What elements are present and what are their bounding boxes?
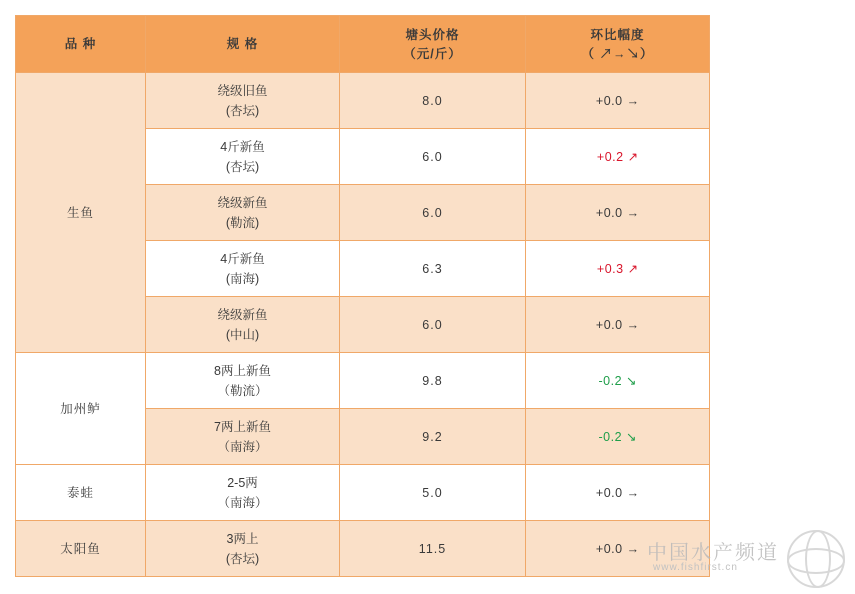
species-cell: 泰蛙 bbox=[16, 465, 146, 521]
change-cell bbox=[526, 353, 710, 409]
spec-origin: (勒流) bbox=[225, 215, 260, 230]
spec-main: 8两上新鱼 bbox=[214, 363, 271, 378]
trend-arrow-icon: → bbox=[626, 93, 640, 108]
spec-origin: (南海) bbox=[225, 271, 260, 286]
watermark-url: www.fishfirst.cn bbox=[653, 562, 738, 573]
price-cell: 6.3 bbox=[340, 241, 526, 297]
price-cell: 6.0 bbox=[340, 297, 526, 353]
change-value: +0.0 bbox=[595, 485, 623, 500]
change-value: +0.0 bbox=[595, 205, 623, 220]
change-value: -0.2 bbox=[598, 429, 623, 444]
spec-origin: （南海） bbox=[217, 439, 268, 454]
change-value: +0.3 bbox=[596, 261, 624, 276]
price-cell: 9.2 bbox=[340, 409, 526, 465]
spec-main: 2-5两 bbox=[227, 475, 258, 490]
spec-main: 绕级旧鱼 bbox=[217, 83, 268, 98]
spec-main: 4斤新鱼 bbox=[220, 139, 265, 154]
price-cell: 9.8 bbox=[340, 353, 526, 409]
spec-main: 绕级新鱼 bbox=[217, 195, 268, 210]
column-header-price: 塘头价格 （元/斤） bbox=[340, 16, 526, 73]
change-value: +0.0 bbox=[595, 317, 623, 332]
spec-cell bbox=[146, 73, 340, 129]
trend-arrow-icon: ↘ bbox=[626, 373, 637, 388]
table-header bbox=[16, 16, 710, 73]
price-cell: 6.0 bbox=[340, 185, 526, 241]
column-header-change: 环比幅度 （ ↗→↘） bbox=[526, 16, 710, 73]
trend-arrow-icon: → bbox=[626, 541, 640, 556]
change-cell bbox=[526, 185, 710, 241]
price-cell: 8.0 bbox=[340, 73, 526, 129]
table-row bbox=[16, 73, 710, 129]
trend-arrow-icon: ↗ bbox=[627, 261, 639, 276]
spec-cell bbox=[146, 409, 340, 465]
price-cell: 6.0 bbox=[340, 129, 526, 185]
aquatic-price-table bbox=[15, 15, 710, 577]
spec-cell bbox=[146, 465, 340, 521]
spec-cell bbox=[146, 129, 340, 185]
spec-origin: （南海） bbox=[217, 495, 268, 510]
table-row bbox=[16, 353, 710, 409]
change-value: +0.2 bbox=[596, 149, 624, 164]
trend-arrow-icon: → bbox=[626, 205, 640, 220]
trend-arrow-icon: ↘ bbox=[626, 429, 637, 444]
table-body bbox=[16, 73, 710, 577]
spec-main: 3两上 bbox=[226, 531, 259, 546]
spec-origin: (杏坛) bbox=[225, 159, 260, 174]
spec-cell bbox=[146, 185, 340, 241]
change-cell bbox=[526, 409, 710, 465]
watermark-text: 中国水产频道 bbox=[647, 542, 779, 564]
table-header-row bbox=[16, 16, 710, 73]
globe-icon bbox=[787, 530, 845, 588]
spec-origin: (中山) bbox=[225, 327, 260, 342]
species-cell: 太阳鱼 bbox=[16, 521, 146, 577]
spec-origin: (杏坛) bbox=[225, 103, 260, 118]
price-table-container bbox=[15, 15, 709, 577]
change-cell bbox=[526, 73, 710, 129]
table-row bbox=[16, 465, 710, 521]
trend-arrow-icon: ↗ bbox=[627, 149, 639, 164]
change-cell bbox=[526, 465, 710, 521]
column-header-spec: 规 格 bbox=[146, 16, 340, 73]
spec-cell bbox=[146, 521, 340, 577]
column-header-species: 品 种 bbox=[16, 16, 146, 73]
trend-arrow-icon: → bbox=[626, 485, 640, 500]
spec-main: 绕级新鱼 bbox=[217, 307, 268, 322]
trend-arrow-icon: → bbox=[626, 317, 640, 332]
change-cell bbox=[526, 297, 710, 353]
species-cell: 加州鲈 bbox=[16, 353, 146, 465]
change-value: +0.0 bbox=[595, 541, 623, 556]
change-value: -0.2 bbox=[598, 373, 623, 388]
change-value: +0.0 bbox=[595, 93, 623, 108]
change-cell bbox=[526, 521, 710, 577]
spec-main: 4斤新鱼 bbox=[220, 251, 265, 266]
spec-cell bbox=[146, 353, 340, 409]
spec-origin: （勒流） bbox=[217, 383, 268, 398]
spec-origin: (杏坛) bbox=[225, 551, 260, 566]
table-row bbox=[16, 521, 710, 577]
spec-cell bbox=[146, 241, 340, 297]
change-cell bbox=[526, 241, 710, 297]
change-cell bbox=[526, 129, 710, 185]
species-cell: 生鱼 bbox=[16, 73, 146, 353]
spec-main: 7两上新鱼 bbox=[214, 419, 271, 434]
spec-cell bbox=[146, 297, 340, 353]
price-cell: 5.0 bbox=[340, 465, 526, 521]
price-cell: 11.5 bbox=[340, 521, 526, 577]
